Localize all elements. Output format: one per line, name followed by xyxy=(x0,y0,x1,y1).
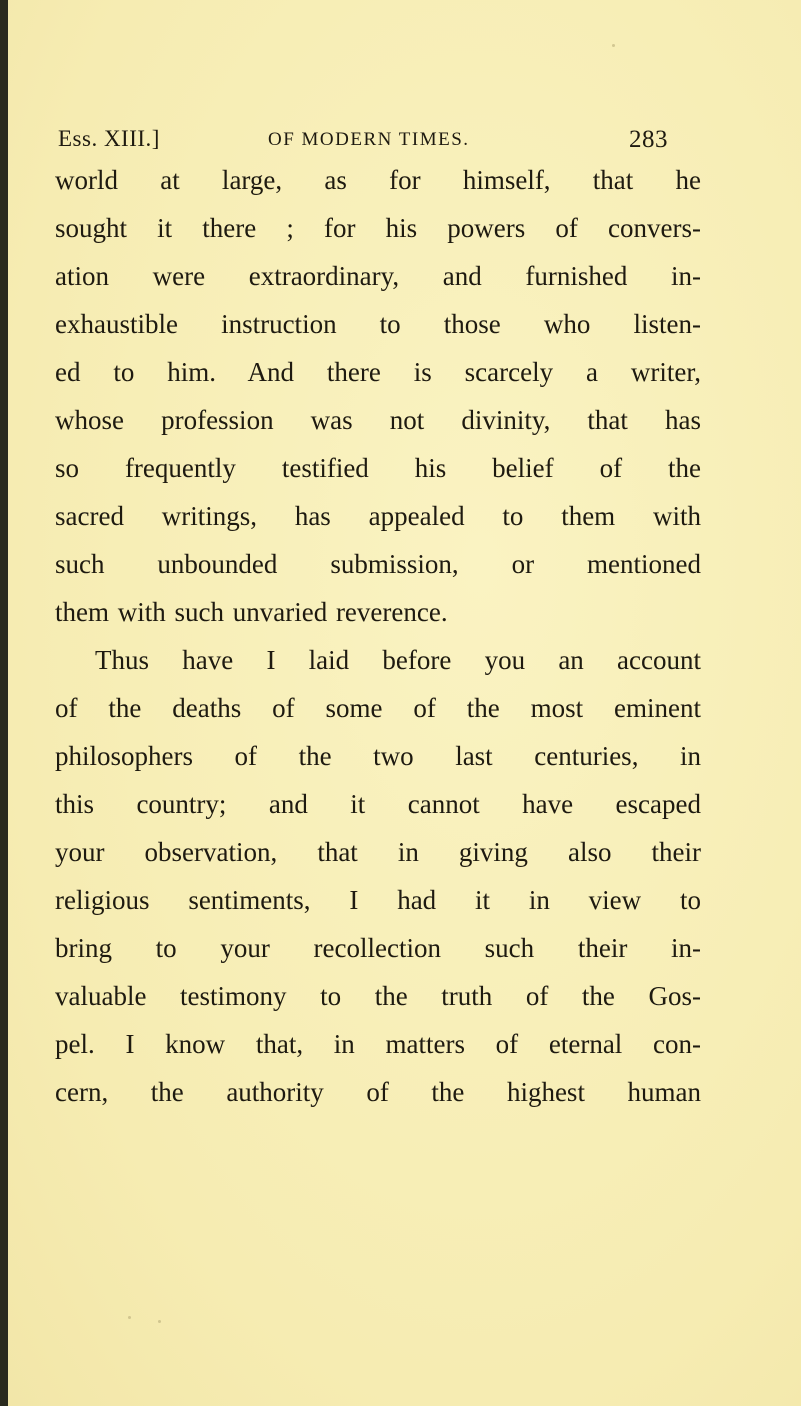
page-number: 283 xyxy=(629,126,668,153)
text-line: ed to him. And there is scarcely a writer, xyxy=(55,357,701,387)
text-line: sacred writings, has appealed to them with xyxy=(55,501,701,531)
text-line: cern, the authority of the highest human xyxy=(55,1077,701,1107)
text-line: of the deaths of some of the most eminent xyxy=(55,693,701,723)
text-line: sought it there ; for his powers of convers- xyxy=(55,213,701,243)
text-line: your observation, that in giving also their xyxy=(55,837,701,867)
text-line: bring to your recollection such their in- xyxy=(55,933,701,963)
running-head xyxy=(58,126,668,158)
paragraph-start-line: Thus have I laid before you an account xyxy=(95,645,701,675)
text-line: valuable testimony to the truth of the Gos- xyxy=(55,981,701,1011)
text-line: whose profession was not divinity, that has xyxy=(55,405,701,435)
text-line: world at large, as for himself, that he xyxy=(55,165,701,195)
page-binding-edge xyxy=(0,0,8,1406)
running-head-title: OF MODERN TIMES. xyxy=(268,129,470,150)
text-line: exhaustible instruction to those who listen- xyxy=(55,309,701,339)
paper-speck xyxy=(158,1320,161,1323)
text-line: pel. I know that, in matters of eternal con- xyxy=(55,1029,701,1059)
text-line: religious sentiments, I had it in view to xyxy=(55,885,701,915)
running-head-essay: Ess. XIII.] xyxy=(58,126,160,151)
text-line: ation were extraordinary, and furnished in- xyxy=(55,261,701,291)
text-line: so frequently testified his belief of the xyxy=(55,453,701,483)
text-line: this country; and it cannot have escaped xyxy=(55,789,701,819)
paragraph-end-line: them with such unvaried reverence. xyxy=(55,597,448,627)
paper-speck xyxy=(128,1316,131,1319)
paper-speck xyxy=(612,44,615,47)
body-text xyxy=(55,156,701,1116)
text-line: philosophers of the two last centuries, in xyxy=(55,741,701,771)
text-line: such unbounded submission, or mentioned xyxy=(55,549,701,579)
